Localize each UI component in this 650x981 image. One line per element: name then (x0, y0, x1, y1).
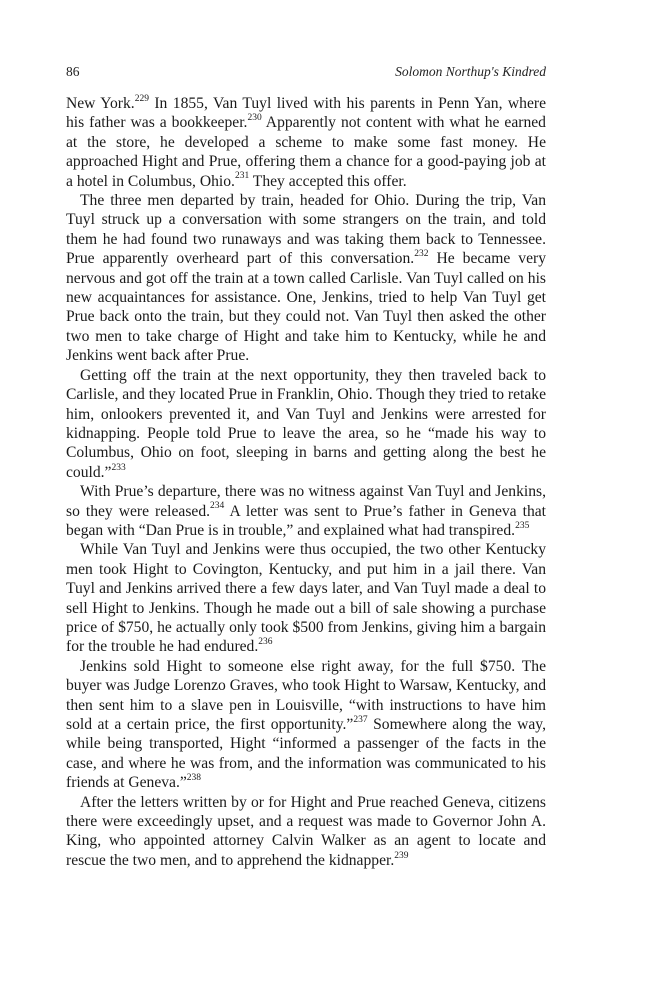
paragraph (66, 540, 546, 656)
text-run: A letter was sent to Prue’s father in Geneva that began with “Dan Prue is in trouble,” and explained what had transpired. (66, 502, 547, 539)
paragraph (66, 366, 546, 482)
text-run: In 1855, Van Tuyl lived with his parents in Penn Yan, where his father was a bookkeeper. (66, 95, 546, 132)
page-header (66, 64, 546, 84)
text-run: After the letters written by or for Hight and Prue reached Geneva, citizens there were exceedingly upset, and a request was made to Governor John A. King, who appointed attorney Calvin Walker as an agent to locate and rescue the two men, and to apprehend the kidnapper. (66, 793, 546, 869)
paragraph (66, 657, 546, 793)
footnote-ref[interactable]: 238 (186, 773, 202, 784)
paragraph (66, 94, 546, 191)
text-run: They accepted this offer. (249, 172, 407, 190)
text-run: The three men departed by train, headed for Ohio. During the trip, Van Tuyl struck up a conversation with some strangers on the train, and told them he had found two runaways and was taking them back to Tennessee. Prue apparently overheard part of this conversation. (66, 192, 546, 268)
footnote-ref[interactable]: 229 (134, 93, 149, 104)
text-run: While Van Tuyl and Jenkins were thus occupied, the two other Kentucky men took Hight to Covington, Kentucky, and put him in a jail there. Van Tuyl and Jenkins arrived there a few days later, and Van Tuyl made a deal to sell Hight to Jenkins. Though he made out a bill of sale showing a purchase price of $750, he actually only took $500 from Jenkins, giving him a bargain for the trouble he had endured. (66, 541, 546, 656)
running-head: Solomon Northup's Kindred (395, 64, 546, 79)
body-text (66, 94, 546, 870)
footnote-ref[interactable]: 233 (111, 462, 126, 473)
paragraph (66, 482, 546, 540)
footnote-ref[interactable]: 236 (258, 637, 273, 648)
footnote-ref[interactable]: 230 (247, 113, 262, 124)
text-run: Jenkins sold Hight to someone else right away, for the full $750. The buyer was Judge Lorenzo Graves, who took Hight to Warsaw, Kentucky, and then sent him to a slave pen in Louisville, “with instructions to have him sold at a certain price, the first opportunity.” (66, 657, 546, 733)
text-run: Apparently not content with what he earned at the store, he developed a scheme to make some fast money. He approached Hight and Prue, offering them a chance for a good-paying job at a hotel in Columbus, Ohio. (66, 114, 546, 190)
text-run: With Prue’s departure, there was no witness against Van Tuyl and Jenkins, so they were released. (66, 483, 546, 520)
footnote-ref[interactable]: 237 (353, 714, 368, 725)
paragraph (66, 793, 546, 871)
footnote-ref[interactable]: 239 (394, 850, 409, 861)
text-run: He became very nervous and got off the train at a town called Carlisle. Van Tuyl called on his new acquaintances for assistance. One, Jenkins, tried to help Van Tuyl get Prue back onto the train, but they could not. Van Tuyl then asked the other two men to take charge of Hight and take him to Kentucky, while he and Jenkins went back after Prue. (66, 250, 546, 365)
page-number: 86 (66, 64, 80, 79)
footnote-ref[interactable]: 235 (515, 520, 530, 531)
text-run: Somewhere along the way, while being transported, Hight “informed a passenger of the facts in the case, and where he was from, and the information was communicated to his friends at Geneva.” (66, 716, 546, 792)
footnote-ref[interactable]: 234 (210, 501, 225, 512)
paragraph (66, 191, 546, 366)
footnote-ref[interactable]: 231 (234, 171, 250, 182)
text-run: Getting off the train at the next opportunity, they then traveled back to Carlisle, and they located Prue in Franklin, Ohio. Though they tried to retake him, onlookers prevented it, and Van Tuyl and Jenkins were arrested for kidnapping. People told Prue to leave the area, so he “made his way to Columbus, Ohio on foot, sleeping in barns and getting along the best he could.” (66, 366, 546, 481)
text-run: New York. (66, 95, 135, 112)
footnote-ref[interactable]: 232 (414, 249, 429, 260)
